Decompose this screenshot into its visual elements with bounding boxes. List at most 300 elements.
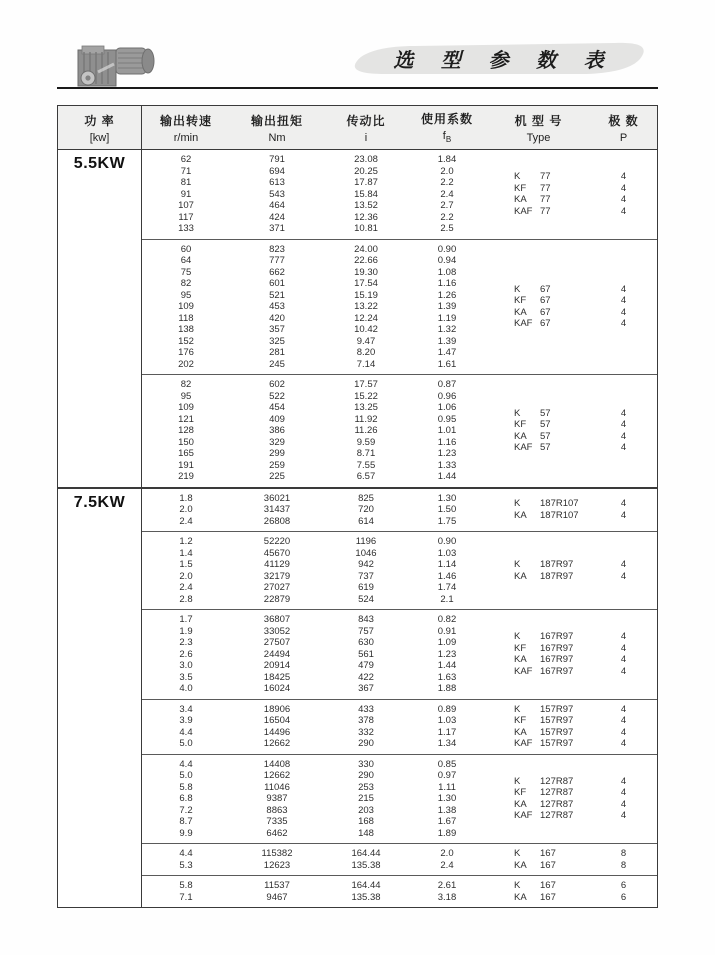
speed-value: 4.0 [179,683,193,694]
type-value [514,183,551,195]
torque-value: 41129 [264,559,290,570]
fb-value: 1.17 [437,726,457,738]
fb-value: 1.75 [437,515,457,527]
speed-value: 82 [180,379,192,390]
torque-value: 613 [269,177,285,188]
type-value [514,171,551,183]
speed-value: 118 [178,312,194,324]
fb-value: 1.08 [437,266,457,278]
ratio-value: 13.22 [354,301,378,312]
fb-value: 1.38 [437,804,457,816]
torque-value: 52220 [263,536,291,547]
type-prefix: KAF [514,205,533,217]
speed-value: 5.8 [179,781,193,793]
type-column [486,614,591,695]
fb-value: 1.61 [437,358,457,370]
poles-value: 4 [620,631,627,643]
torque-value: 777 [269,255,285,266]
ratio-column [324,848,408,871]
ratio-column [324,244,408,371]
type-size: 127R87 [540,775,574,787]
type-prefix: KA [514,306,527,318]
type-prefix: KAF [514,810,533,822]
poles-value: 4 [620,509,627,521]
ratio-value: 17.87 [354,177,378,188]
fb-value: 0.82 [437,614,457,625]
fb-value: 2.0 [440,165,454,177]
poles-column [591,880,656,903]
type-prefix: KF [514,295,527,307]
type-column [486,848,591,871]
torque-value: 26808 [263,515,291,527]
data-group [142,875,657,907]
speed-value: 82 [180,278,192,289]
speed-value: 1.9 [179,625,193,637]
poles-value: 4 [620,665,627,677]
torque-value: 27507 [263,637,291,648]
speed-value: 75 [180,266,192,278]
service-factor-column [408,704,486,750]
ratio-value: 825 [358,492,374,504]
ratio-value: 24.00 [354,243,378,255]
type-size: 167 [540,848,556,859]
type-prefix: K [514,498,521,510]
ratio-value: 614 [358,515,374,527]
ratio-column [324,154,408,235]
torque-value: 14496 [263,726,291,738]
header-type-label: 机 型 号 [514,113,563,128]
ratio-value: 9.47 [356,335,376,347]
type-value [514,860,556,872]
torque-value: 521 [269,289,285,301]
ratio-value: 1046 [355,547,377,559]
group-list [142,150,657,487]
type-value [514,194,551,206]
speed-column [142,379,230,483]
speed-value: 7.2 [179,804,193,816]
ratio-value: 15.22 [354,390,378,402]
speed-column [142,704,230,750]
ratio-value: 13.25 [354,402,378,413]
ratio-value: 479 [358,660,374,671]
fb-value: 1.09 [437,637,457,648]
type-size: 167 [540,859,556,871]
torque-value: 325 [269,335,285,347]
service-factor-column [408,848,486,871]
fb-value: 1.30 [437,793,457,804]
type-value [514,654,573,666]
type-prefix: KF [514,642,527,654]
header-power-unit: [kw] [89,131,110,144]
torque-value: 7335 [266,816,288,827]
power-label: 5.5KW [73,155,126,172]
poles-value: 4 [620,738,627,749]
speed-value: 95 [180,289,192,301]
speed-value: 2.0 [179,570,193,582]
torque-value: 33052 [263,625,291,637]
type-prefix: KA [514,430,527,442]
header-ratio-label: 传动比 [346,113,386,128]
poles-value: 6 [620,880,627,891]
speed-value: 107 [178,200,194,211]
fb-value: 1.74 [437,582,457,593]
poles-value: 4 [620,654,627,666]
fb-value: 2.2 [440,211,454,223]
ratio-value: 843 [358,614,374,625]
speed-value: 3.0 [179,660,193,671]
speed-value: 3.9 [179,715,193,726]
ratio-value: 203 [358,804,374,816]
type-value [514,307,551,319]
ratio-value: 164.44 [351,880,381,891]
fb-value: 1.44 [437,471,457,482]
torque-value: 299 [269,448,285,459]
poles-value: 4 [620,205,627,217]
fb-value: 2.1 [440,593,454,605]
ratio-value: 12.24 [354,312,378,324]
header-speed [142,106,230,149]
poles-value: 4 [620,419,627,431]
service-factor-column [408,759,486,840]
ratio-value: 422 [358,671,374,683]
fb-value: 2.2 [440,177,454,188]
torque-value: 24494 [263,648,291,660]
ratio-value: 215 [358,793,374,804]
ratio-value: 332 [358,726,374,738]
speed-value: 62 [180,154,192,165]
ratio-column [324,536,408,605]
speed-column [142,759,230,840]
speed-value: 2.4 [179,582,193,593]
ratio-value: 378 [358,715,374,726]
torque-value: 454 [269,402,285,413]
fb-value: 1.14 [437,559,457,570]
ratio-value: 253 [358,781,374,793]
data-group [142,754,657,844]
torque-column [230,536,324,605]
type-size: 167R97 [540,654,574,666]
speed-value: 5.0 [179,770,193,781]
type-prefix: KA [514,798,527,810]
torque-value: 225 [269,471,285,482]
type-size: 157R97 [540,738,574,749]
speed-value: 1.2 [179,536,193,547]
fb-value: 1.46 [437,570,457,582]
speed-value: 2.8 [179,593,193,605]
torque-value: 36021 [263,492,291,504]
type-size: 187R107 [540,509,579,521]
type-value [514,880,556,892]
fb-value: 0.85 [437,758,457,770]
ratio-value: 10.42 [354,324,378,335]
ratio-value: 168 [358,816,374,827]
type-value [514,284,551,296]
fb-value: 0.87 [437,379,457,390]
type-prefix: K [514,171,521,183]
torque-value: 12662 [263,738,291,749]
torque-value: 32179 [263,570,291,582]
speed-value: 95 [180,390,192,402]
fb-value: 0.94 [437,255,457,266]
poles-column [591,154,656,235]
speed-column [142,848,230,871]
type-prefix: KAF [514,738,533,749]
torque-value: 259 [269,459,285,471]
torque-column [230,759,324,840]
fb-value: 2.0 [440,848,454,859]
speed-value: 152 [178,335,194,347]
ratio-value: 720 [358,504,374,515]
torque-value: 245 [269,358,285,370]
ratio-value: 135.38 [351,859,381,871]
ratio-value: 15.84 [354,188,378,200]
fb-value: 1.01 [437,425,457,436]
ratio-value: 135.38 [351,891,381,903]
ratio-value: 7.14 [356,358,376,370]
ratio-value: 330 [358,758,374,770]
type-column [486,379,591,483]
ratio-value: 17.54 [354,278,378,289]
ratio-value: 20.25 [354,165,378,177]
ratio-value: 13.52 [354,200,378,211]
type-prefix: KA [514,859,527,871]
torque-value: 791 [269,154,285,165]
type-size: 67 [540,283,551,295]
fb-value: 1.11 [438,781,456,793]
torque-value: 36807 [263,614,291,625]
poles-value: 4 [620,787,627,799]
service-factor-column [408,880,486,903]
torque-column [230,244,324,371]
poles-value: 4 [620,283,627,295]
poles-value: 4 [620,407,627,419]
type-prefix: K [514,559,521,570]
torque-value: 694 [269,165,285,177]
ratio-value: 737 [358,570,374,582]
fb-value: 1.47 [437,347,457,358]
fb-value: 1.34 [437,738,457,749]
gearmotor-photo-icon [68,36,168,92]
data-group [142,531,657,609]
fb-value: 1.89 [437,827,457,839]
fb-value: 1.06 [437,402,457,413]
poles-value: 4 [620,810,627,822]
data-group [142,489,657,532]
speed-value: 219 [178,471,194,482]
type-size: 77 [540,182,551,194]
ratio-value: 524 [358,593,374,605]
speed-value: 4.4 [179,726,193,738]
speed-value: 91 [180,188,192,200]
type-column [486,493,591,528]
header-rule [57,87,658,89]
speed-value: 9.9 [179,827,193,839]
type-value [514,510,579,522]
speed-value: 202 [178,358,194,370]
speed-value: 1.4 [179,547,193,559]
torque-value: 281 [269,347,285,358]
speed-column [142,493,230,528]
ratio-value: 7.55 [356,459,376,471]
service-factor-column [408,244,486,371]
data-group [142,609,657,699]
poles-column [591,848,656,871]
header-ratio-unit: i [364,131,368,144]
header-type [486,106,591,149]
type-size: 77 [540,171,551,183]
type-prefix: KAF [514,665,533,677]
page-title: 选 型 参 数 表 [393,49,615,72]
torque-value: 8863 [266,804,288,816]
type-size: 187R97 [540,570,574,582]
torque-value: 464 [269,200,285,211]
ratio-column [324,493,408,528]
header-poles-label: 极 数 [608,113,639,128]
service-factor-column [408,614,486,695]
table-header [58,106,657,150]
fb-value: 1.88 [437,683,457,694]
torque-value: 12662 [263,770,291,781]
type-prefix: KAF [514,442,533,454]
poles-value: 4 [620,715,627,726]
fb-value: 0.89 [437,703,457,715]
fb-value: 1.23 [437,448,457,459]
type-value [514,442,551,454]
type-size: 67 [540,295,551,307]
poles-value: 4 [620,430,627,442]
ratio-value: 11.26 [354,425,378,436]
type-prefix: K [514,880,521,891]
service-factor-column [408,379,486,483]
speed-value: 4.4 [179,848,193,859]
service-factor-column [408,493,486,528]
ratio-value: 757 [358,625,374,637]
speed-value: 117 [178,211,194,223]
ratio-value: 290 [358,738,374,749]
header-torque [230,106,324,149]
torque-value: 12623 [263,859,291,871]
type-value [514,559,573,571]
ratio-column [324,614,408,695]
torque-value: 20914 [263,660,291,671]
fb-value: 0.90 [437,536,457,547]
table-body [58,150,657,907]
speed-value: 109 [178,301,194,312]
type-size: 187R107 [540,498,579,510]
fb-value: 0.97 [437,770,457,781]
type-prefix: KF [514,715,527,726]
poles-value: 4 [620,182,627,194]
header-type-unit: Type [526,131,551,144]
ratio-value: 23.08 [354,154,378,165]
ratio-value: 148 [358,827,374,839]
type-size: 57 [540,419,551,431]
speed-column [142,244,230,371]
type-value [514,727,573,739]
poles-value: 4 [620,498,627,510]
ratio-value: 1196 [355,536,377,547]
type-size: 127R87 [540,798,574,810]
fb-value: 1.63 [437,671,457,683]
type-value [514,631,573,643]
type-value [514,810,573,822]
header-poles [591,106,656,149]
torque-value: 357 [269,324,285,335]
poles-value: 4 [620,318,627,330]
header-service-factor-label: 使用系数 [420,112,473,127]
poles-value: 4 [620,798,627,810]
fb-value: 1.30 [437,492,457,504]
poles-value: 4 [620,570,627,582]
ratio-value: 8.20 [356,347,376,358]
header-poles-unit: P [619,131,628,144]
torque-value: 602 [269,379,285,390]
speed-value: 133 [178,223,194,234]
ratio-value: 942 [358,559,374,570]
type-prefix: KA [514,654,527,666]
type-size: 77 [540,194,551,206]
torque-value: 6462 [266,827,288,839]
torque-value: 522 [269,390,285,402]
fb-value: 2.4 [440,859,454,871]
type-value [514,776,573,788]
fb-value: 1.19 [437,312,457,324]
type-prefix: KF [514,419,527,431]
type-prefix: K [514,283,521,295]
poles-column [591,704,656,750]
ratio-column [324,704,408,750]
speed-value: 150 [178,436,194,448]
speed-value: 6.8 [179,793,193,804]
speed-column [142,154,230,235]
speed-value: 2.6 [179,648,193,660]
speed-value: 109 [178,402,194,413]
power-label: 7.5KW [73,493,126,511]
type-size: 57 [540,430,551,442]
type-value [514,643,573,655]
poles-value: 4 [620,306,627,318]
poles-column [591,614,656,695]
type-column [486,154,591,235]
type-size: 67 [540,318,551,330]
fb-value: 1.39 [437,335,457,347]
type-column [486,880,591,903]
type-size: 167 [540,891,556,903]
torque-value: 329 [269,436,285,448]
torque-value: 543 [269,188,285,200]
poles-value: 4 [620,171,627,183]
speed-value: 121 [178,413,194,425]
type-prefix: KA [514,726,527,738]
fb-value: 1.26 [437,289,457,301]
speed-column [142,536,230,605]
fb-value: 1.44 [437,660,457,671]
ratio-value: 8.71 [356,448,376,459]
poles-value: 4 [620,703,627,715]
torque-column [230,379,324,483]
speed-value: 1.8 [179,492,193,504]
type-size: 77 [540,205,551,217]
torque-value: 662 [269,266,285,278]
type-value [514,666,573,678]
torque-value: 27027 [263,582,291,593]
torque-column [230,493,324,528]
ratio-value: 15.19 [354,289,378,301]
poles-column [591,536,656,605]
power-cell [58,489,142,908]
torque-value: 115382 [261,848,293,859]
speed-column [142,614,230,695]
